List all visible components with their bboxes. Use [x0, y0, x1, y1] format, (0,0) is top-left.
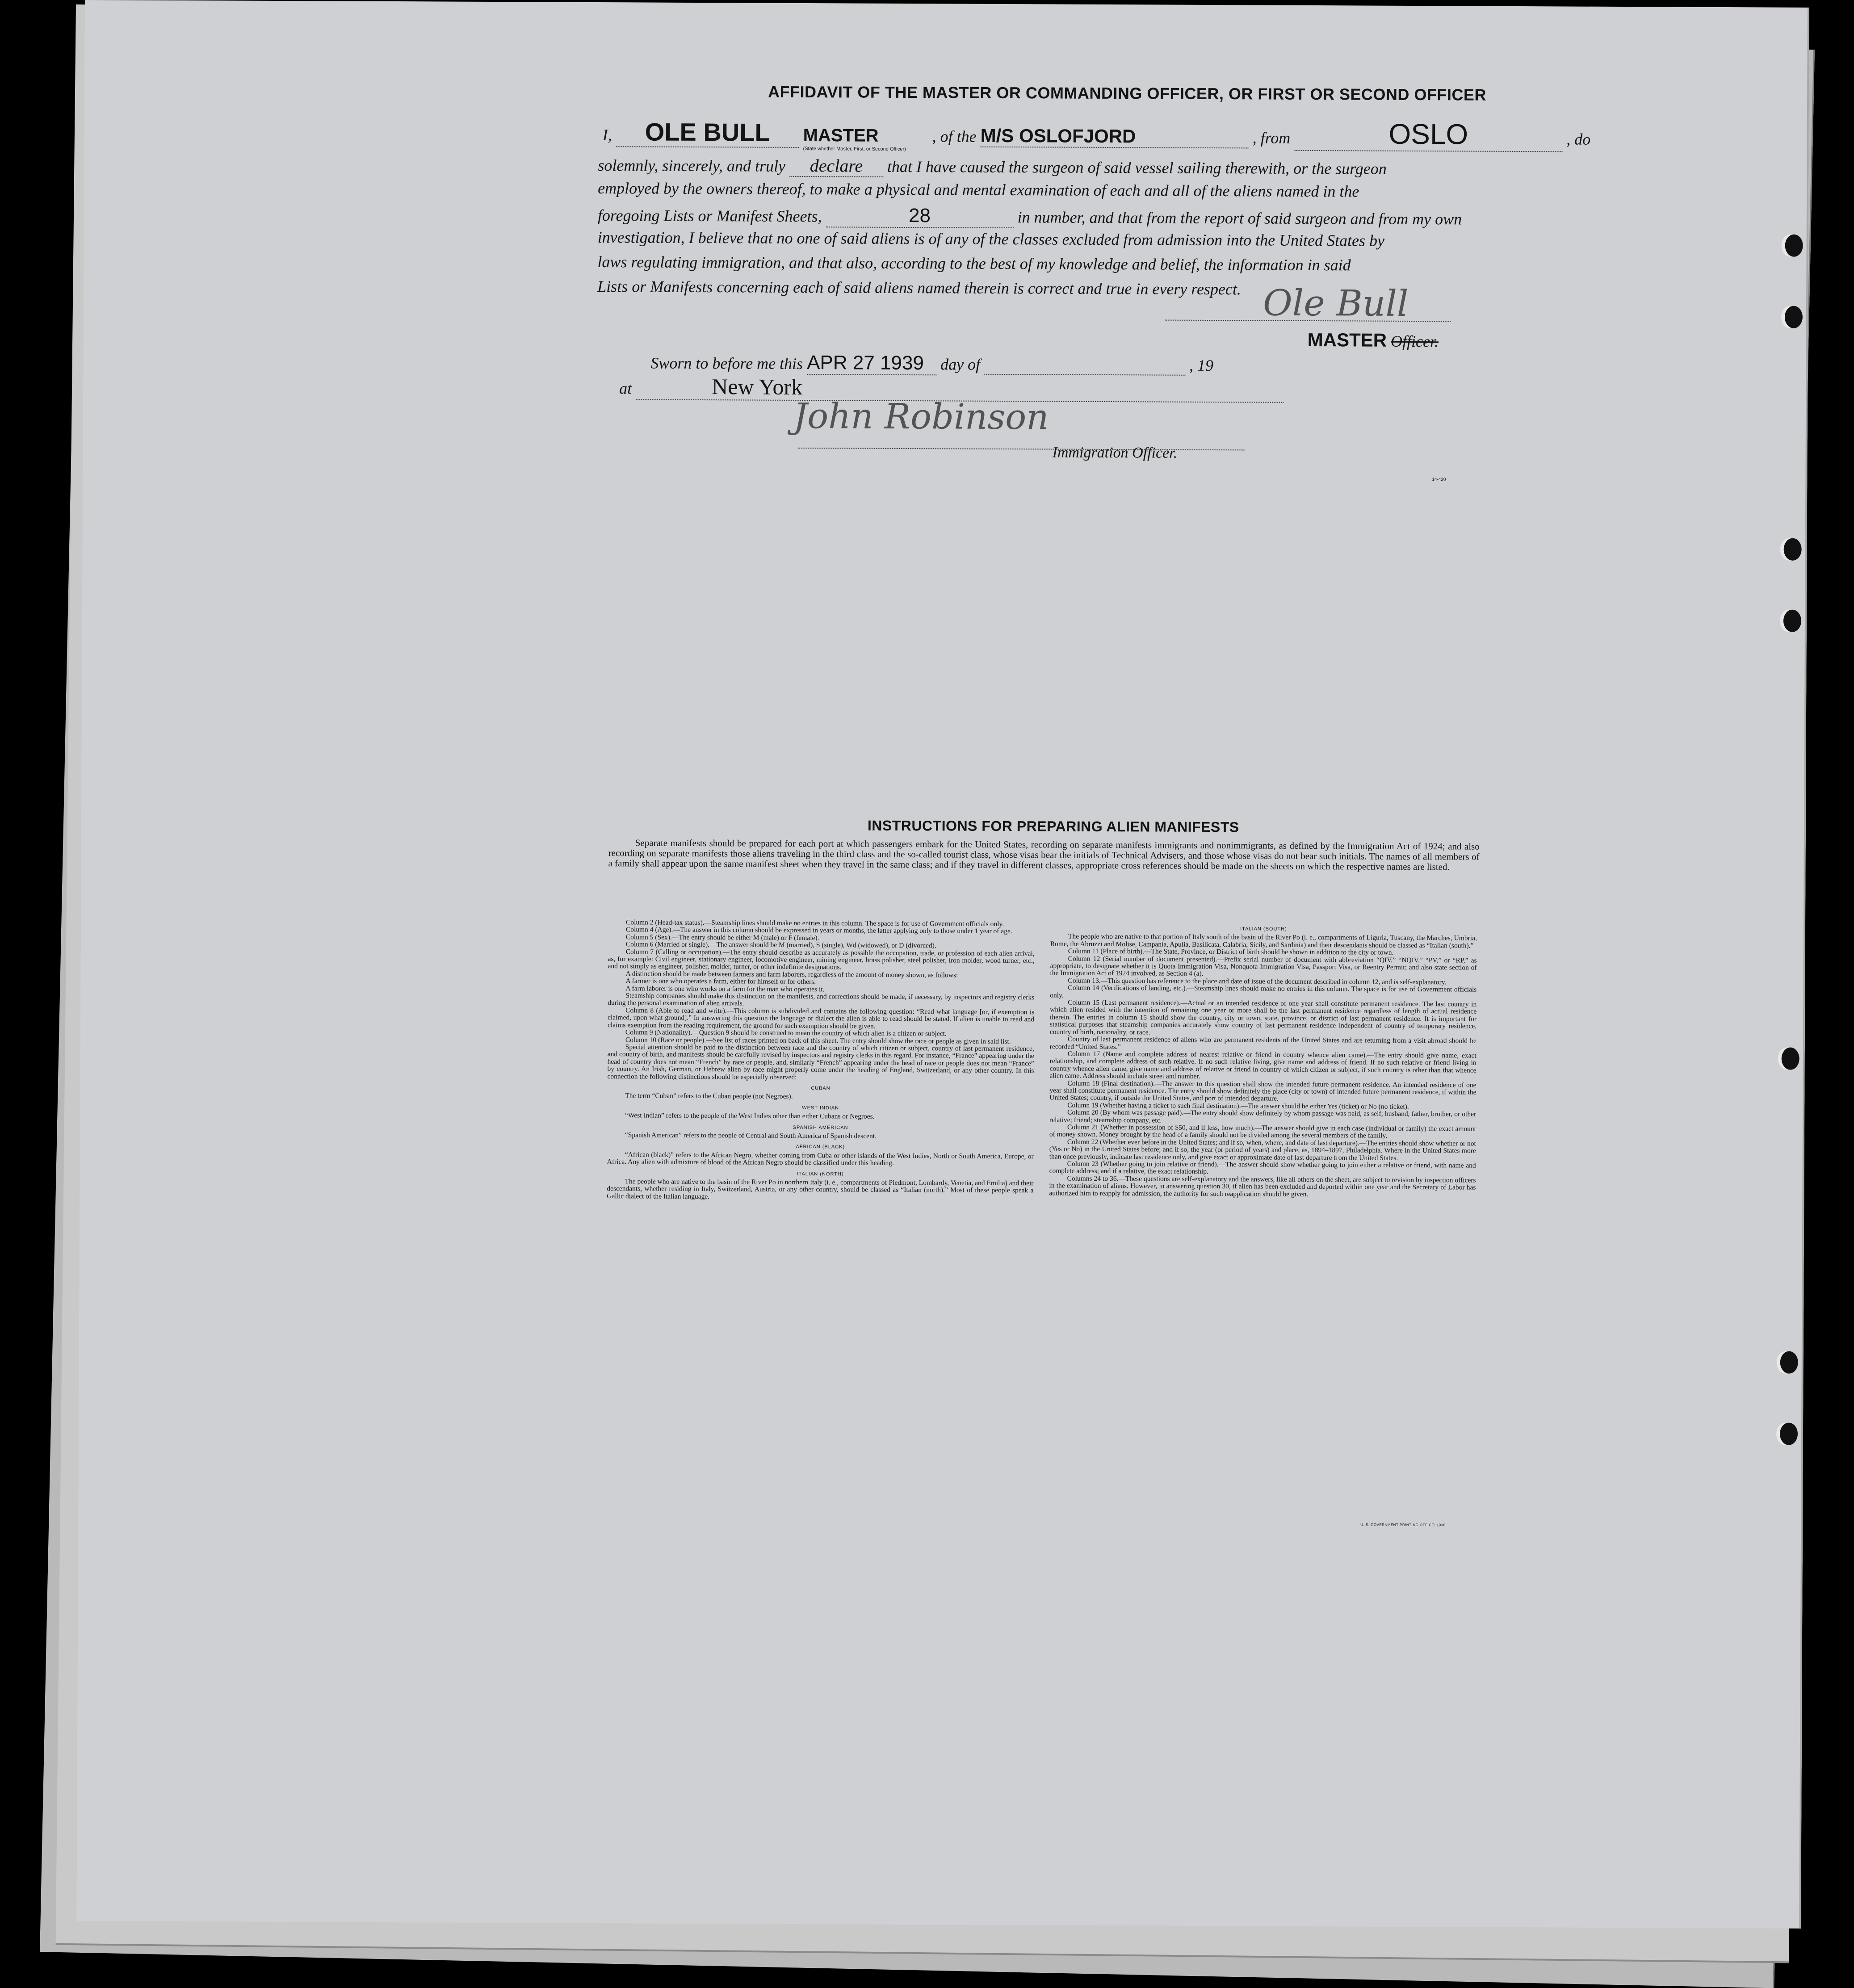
- instruction-paragraph: “Spanish American” refers to the people of Central and South America of Spanish descent.: [625, 1131, 877, 1140]
- declare-field: declare: [789, 155, 883, 177]
- instruction-paragraph: Columns 24 to 36.—These questions are self-explanatory and the answers, like all others on the sheet, are subject to revision by inspection officers in the examination of aliens. However, in answering question 30, if alien has been excluded and deported within one year and the Secretary of Labor has authorized him to reapply for admission, the authority for such reapplication should be given.: [1049, 1174, 1476, 1198]
- departure-port: OSLO: [1294, 117, 1562, 152]
- instruction-paragraph: Column 5 (Sex).—The entry should be either M (male) or F (female).: [625, 933, 819, 942]
- sworn-year: , 19: [1189, 356, 1214, 375]
- affidavit-line-5: investigation, I believe that no one of said aliens is of any of the classes excluded from admission into the United States by: [597, 228, 1385, 250]
- instruction-paragraph: Column 11 (Place of birth).—The State, Province, or District of birth should be shown in addition to the city or town.: [1068, 947, 1394, 957]
- instruction-paragraph: Special attention should be paid to the distinction between race and the country of which citizen or subject, country of last permanent residence, and country of birth, and manifests should be carefully revised by inspectors and registry clerks in this regard. For instance, “France” appearing under the head of country does not mean “French” by race or people, and, similarly “French” appearing under the head of race or people does not mean “France” by country. An Irish, German, or Hebrew alien by race might properly come under the heading of England, Switzerland, or any other country. In this connection the following distinctions should be especially observed:: [607, 1043, 1034, 1081]
- manifest-page: [76, 0, 1809, 1929]
- instruction-paragraph: Column 10 (Race or people).—See list of races printed on back of this sheet. The entry should show the race or people as given in said list.: [625, 1036, 1011, 1045]
- instruction-paragraph: A farm laborer is one who works on a farm for the man who operates it.: [625, 984, 825, 993]
- instructions-left-column: [607, 919, 1035, 1202]
- instructions-title: INSTRUCTIONS FOR PREPARING ALIEN MANIFESTS: [867, 817, 1239, 835]
- from-text: , from: [1252, 129, 1291, 147]
- punch-hole: [1785, 306, 1803, 328]
- instruction-heading: ITALIAN (SOUTH): [1240, 926, 1287, 932]
- instruction-heading: SPANISH AMERICAN: [793, 1124, 848, 1131]
- officer-title: Immigration Officer.: [1052, 444, 1178, 461]
- sworn-place: New York: [636, 373, 1284, 403]
- line2-suffix: that I have caused the surgeon of said vessel sailing therewith, or the surgeon: [887, 157, 1387, 178]
- day-of-blank: [984, 355, 1185, 376]
- instruction-paragraph: Column 9 (Nationality).—Question 9 should be construed to mean the country of which alien is a citizen or subject.: [625, 1028, 947, 1038]
- sworn-prefix: Sworn to before me this: [650, 354, 803, 373]
- punch-hole: [1780, 1351, 1798, 1374]
- instruction-paragraph: Column 2 (Head-tax status).—Steamship lines should make no entries in this column. The space is for use of Government officials only.: [625, 919, 1004, 928]
- instruction-paragraph: The people who are native to that portion of Italy south of the basin of the River Po (i. e., compartments of Liguria, Tuscany, the Marches, Umbria, Rome, the Abruzzi and Molise, Campania, Apulia, Basilicata, Calabria, Sicily, and Sardinia) and their descendants should be classed as “Italian (south).”: [1050, 933, 1477, 950]
- rank-field: [803, 126, 928, 152]
- instruction-paragraph: “African (black)” refers to the African Negro, whether coming from Cuba or other islands of the West Indies, North or South America, Europe, or Africa. Any alien with admixture of blood of the African Negro should be classified under this heading.: [607, 1151, 1034, 1167]
- instruction-paragraph: Column 13.—This question has reference to the place and date of issue of the document described in column 12, and is self-explanatory.: [1068, 977, 1447, 986]
- sworn-date: APR 27 1939: [807, 352, 936, 375]
- instruction-paragraph: A farmer is one who operates a farm, either for himself or for others.: [625, 977, 816, 986]
- instruction-paragraph: Column 8 (Able to read and write).—This column is subdivided and contains the following question: “Read what language [or, if exemption is claimed, upon what ground].” In answering this question the language or dialect the alien is able to read should be stated. If alien is unable to read and claims exemption from the reading requirement, the ground for such exemption should be given.: [607, 1007, 1035, 1030]
- rank-note: (State whether Master, First, or Second Officer): [803, 146, 906, 152]
- of-the-text: , of the: [932, 127, 977, 146]
- master-title-block: [1308, 329, 1439, 351]
- affidavit-title: AFFIDAVIT OF THE MASTER OR COMMANDING OFFICER, OR FIRST OR SECOND OFFICER: [768, 82, 1486, 104]
- punch-hole: [1783, 610, 1801, 632]
- instruction-heading: AFRICAN (BLACK): [796, 1144, 845, 1150]
- instruction-paragraph: Column 6 (Married or single).—The answer should be M (married), S (single), Wd (widowed), or D (divorced).: [625, 940, 936, 950]
- instruction-paragraph: Column 7 (Calling or occupation).—The entry should describe as accurately as possible the occupation, trade, or profession of each alien arrival, as, for example: Civil engineer, stationary engineer, locomotive engineer, mining engineer, brass polisher, steel polisher, iron molder, wood turner, etc., and not simply as engineer, polisher, molder, turner, or other indefinite designations.: [608, 948, 1035, 971]
- affidavit-line-7: Lists or Manifests concerning each of said aliens named therein is correct and true in every respect.: [597, 277, 1242, 298]
- instruction-paragraph: The people who are native to the basin of the River Po in northern Italy (i. e., compartments of Piedmont, Lombardy, Venetia, and Emilia) and their descendants, whether residing in Italy, Switzerland, Austria, or any other country, should be classed as “Italian (north).” Most of these people speak a Gallic dialect of the Italian language.: [607, 1178, 1034, 1200]
- instruction-heading: CUBAN: [811, 1086, 831, 1091]
- affidavit-line-1: [603, 114, 1591, 152]
- instruction-paragraph: Column 4 (Age).—The answer in this column should be expressed in years or months, the latter applying only to those under 1 year of age.: [625, 926, 1012, 935]
- instruction-paragraph: Column 20 (By whom was passage paid).—The entry should show definitely by whom passage was paid, as self; husband, father, brother, or other relative; friend; steamship company, etc.: [1049, 1108, 1476, 1124]
- affidavit-line-4: [598, 203, 1462, 230]
- affidavit-line-6: laws regulating immigration, and that also, according to the best of my knowledge and belief, the information in said: [597, 253, 1351, 274]
- sworn-line: [650, 351, 1213, 377]
- punch-hole: [1785, 235, 1803, 257]
- instruction-paragraph: Column 18 (Final destination).—The answer to this question shall show the intended future permanent residence. An intended residence of one year shall constitute permanent residence. The entry should show definitely the place (city or town) of intended future permanent residence, if within the United States; country, if outside the United States, and port of intended departure.: [1049, 1079, 1476, 1103]
- gpo-note: [1360, 1520, 1446, 1528]
- affidavit-line-3: employed by the owners thereof, to make a physical and mental examination of each and all of the aliens named in the: [598, 179, 1359, 201]
- affidavit-i: I,: [602, 126, 612, 144]
- master-rank: MASTER: [803, 126, 879, 146]
- instruction-paragraph: Column 22 (Whether ever before in the United States; and if so, when, where, and date of last departure).—The entries should show whether or not (Yes or No) in the United States before; and if so, the year (or period of years) and place, as, 1894–1897, Philadelphia. Where in the United States more than once previously, indicate last residence only, and give exact or approximate date of last departure from the United States.: [1049, 1138, 1476, 1162]
- form-number: 14-420: [1432, 477, 1446, 482]
- instruction-paragraph: Country of last permanent residence of aliens who are permanent residents of the United States and are returning from a visit abroad should be recorded “United States.”: [1049, 1035, 1476, 1051]
- sworn-mid: day of: [940, 355, 981, 373]
- instruction-heading: WEST INDIAN: [802, 1105, 839, 1111]
- master-signature: Ole Bull: [1263, 282, 1409, 324]
- punch-hole: [1782, 1048, 1799, 1070]
- sheet-count: 28: [826, 204, 1013, 228]
- affidavit-line-2: [598, 154, 1387, 180]
- instruction-paragraph: Column 17 (Name and complete address of nearest relative or friend in country whence alien came).—The entry should give name, exact relationship, and complete address of such relative. If no such relative living, give name and address of friend. If no such relative or friend living in country whence alien came, give name and address of relative or friend in country of which citizen or subject, if such country is other than that whence alien came. Address should include street and number.: [1049, 1050, 1476, 1081]
- instruction-heading: ITALIAN (NORTH): [797, 1171, 844, 1177]
- master-name: OLE BULL: [616, 117, 799, 148]
- instruction-paragraph: A distinction should be made between farmers and farm laborers, regardless of the amount of money shown, as follows:: [625, 970, 958, 979]
- line2-prefix: solemnly, sincerely, and truly: [598, 156, 786, 175]
- instructions-intro: Separate manifests should be prepared for each port at which passengers embark for the United States, recording on separate manifests immigrants and nonimmigrants, as defined by the Immigration Act of 1924; and also recording on separate manifests those aliens traveling in the third class and the so-called tourist class, whose visas bear the initials of Technical Advisers, and those whose visas do not bear such initials. The names of all members of a family shall appear upon the same manifest sheet when they travel in the same class; and if they travel in different classes, appropriate cross references should be made on the sheets on which the respective names are listed.: [608, 837, 1480, 872]
- line4-suffix: in number, and that from the report of said surgeon and from my own: [1017, 208, 1462, 228]
- instructions-right-column: [1049, 921, 1477, 1199]
- instruction-paragraph: Column 12 (Serial number of document presented).—Prefix serial number of document with abbreviation “QIV,” “NQIV,” “PV,” or “RP,” as appropriate, to designate whether it is Quota Immigration Visa, Nonquota Immigration Visa, Passport Visa, or Reentry Permit; and also state section of the Immigration Act of 1924 involved, as Section 4 (a).: [1050, 955, 1477, 978]
- vessel-name: M/S OSLOFJORD: [981, 125, 1249, 149]
- at-text: at: [619, 379, 632, 398]
- instruction-paragraph: Column 23 (Whether going to join relative or friend).—The answer should show whether going to join either a relative or friend, with name and complete address; and if a relative, the exact relationship.: [1049, 1160, 1476, 1176]
- line4-prefix: foregoing Lists or Manifest Sheets,: [597, 206, 822, 226]
- punch-hole: [1784, 538, 1802, 561]
- instruction-paragraph: Column 19 (Whether having a ticket to such final destination).—The answer should be either Yes (ticket) or No (no ticket).: [1067, 1101, 1409, 1111]
- instruction-paragraph: “West Indian” refers to the people of the West Indies other than either Cubans or Negroes.: [625, 1111, 875, 1120]
- instruction-paragraph: Column 15 (Last permanent residence).—Actual or an intended residence of one year shall constitute permanent residence. The last country in which alien resided with the intention of remaining one year or more shall be the last permanent residence regardless of length of actual residence therein. The entries in column 15 should show the country, city or town, state, province, or district of last permanent residence. It is important for statistical purposes that steamship companies accurately show country of last permanent residence independent of country of temporary residence, country of birth, nationality, or race.: [1049, 998, 1477, 1036]
- do-text: , do: [1566, 130, 1591, 148]
- instruction-paragraph: The term “Cuban” refers to the Cuban people (not Negroes).: [625, 1092, 793, 1101]
- officer-signature: John Robinson: [793, 396, 1049, 438]
- instruction-paragraph: Column 21 (Whether in possession of $50, and if less, how much).—The answer should give in each case (individual or family) the exact amount of money shown. Money brought by the head of a family should not be divided among the several members of the family.: [1049, 1123, 1476, 1140]
- instruction-paragraph: Column 14 (Verifications of landing, etc.).—Steamship lines should make no entries in this column. The space is for use of Government officials only.: [1050, 984, 1477, 999]
- officer-struck: Officer.: [1390, 332, 1439, 351]
- instruction-paragraph: Steamship companies should make this distinction on the manifests, and corrections should be made, if necessary, by inspectors and registry clerks during the personal examination of alien arrivals.: [608, 992, 1035, 1007]
- gpo-note-text: U. S. GOVERNMENT PRINTING OFFICE: 1938: [1360, 1522, 1446, 1527]
- master-title: MASTER: [1307, 329, 1387, 351]
- punch-hole: [1780, 1423, 1798, 1445]
